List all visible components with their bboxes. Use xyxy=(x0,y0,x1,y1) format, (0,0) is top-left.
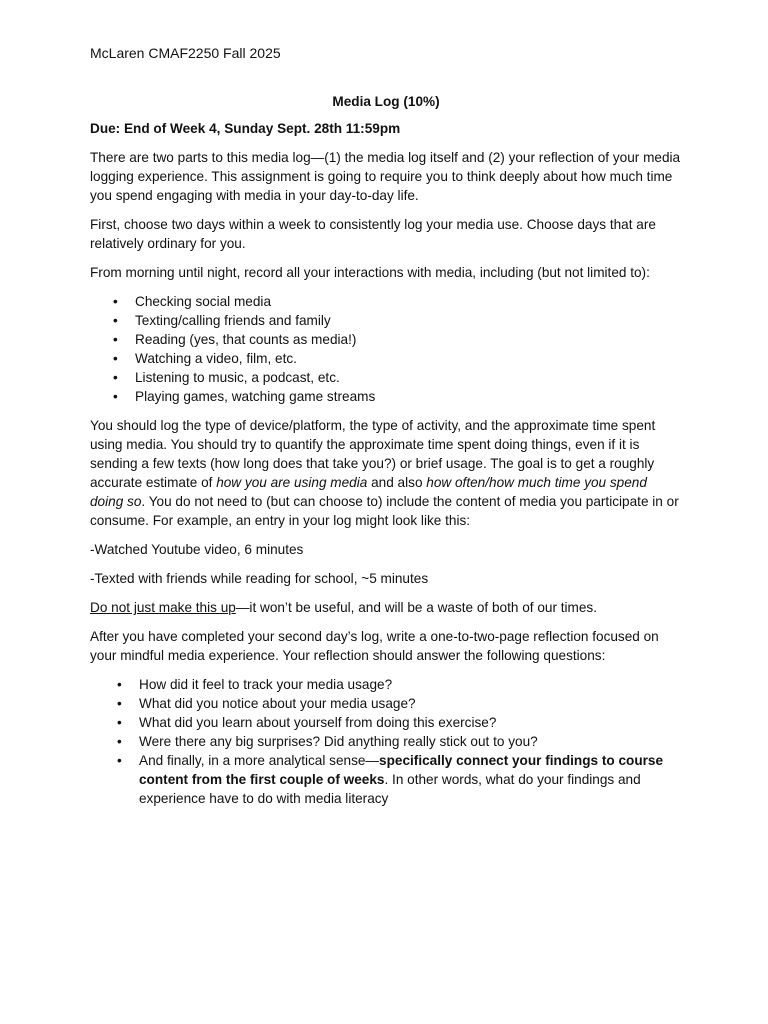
intro-paragraph: There are two parts to this media log—(1) the media log itself and (2) your reflection of your media logging experience. This assignment is going to require you to think deeply about how much time you spend engaging with media in your day-to-day life. xyxy=(90,150,681,203)
list-item: • What did you notice about your media usage? xyxy=(117,696,416,711)
due-date: Due: End of Week 4, Sunday Sept. 28th 11:59pm xyxy=(90,121,401,136)
bullet-icon: • xyxy=(113,389,118,404)
list-item: • How did it feel to track your media usage? xyxy=(117,677,393,692)
list-item: • What did you learn about yourself from doing this exercise? xyxy=(117,715,497,730)
bullet-icon: • xyxy=(113,332,118,347)
list-item: • Playing games, watching game streams xyxy=(113,389,376,404)
log-instructions-paragraph: You should log the type of device/platform, the type of activity, and the approximate time spent using media. You should try to quantify the approximate time spent doing things, even if it is sending a few texts (how long does that take you?) or brief usage. The goal is to get a roughly accurate estimate of how you are using media and also how often/how much time you spend doing so. You do not need to (but can choose to) include the content of media you participate in or consume. For example, an entry in your log might look like this: xyxy=(90,418,679,528)
document-body xyxy=(90,92,682,818)
list-item: • Were there any big surprises? Did anything really stick out to you? xyxy=(117,734,538,749)
underlined-text: Do not just make this up xyxy=(90,600,236,615)
bullet-icon: • xyxy=(113,370,118,385)
bullet-icon: • xyxy=(117,696,122,711)
reflection-paragraph: After you have completed your second day’s log, write a one-to-two-page reflection focused on your mindful media experience. Your reflection should answer the following questions: xyxy=(90,629,659,663)
record-paragraph: From morning until night, record all your interactions with media, including (but not limited to): xyxy=(90,265,650,280)
bullet-icon: • xyxy=(117,715,122,730)
bullet-icon: • xyxy=(117,753,122,768)
bold-text: specifically connect your findings to course content from the first couple of weeks xyxy=(139,753,664,787)
emphasis-text: how you are using media xyxy=(216,475,368,490)
list-item: • Reading (yes, that counts as media!) xyxy=(113,332,357,347)
log-example-2: -Texted with friends while reading for school, ~5 minutes xyxy=(90,571,429,586)
bullet-icon: • xyxy=(113,351,118,366)
log-example-1: -Watched Youtube video, 6 minutes xyxy=(90,542,304,557)
bullet-icon: • xyxy=(113,313,118,328)
list-item: • Watching a video, film, etc. xyxy=(113,351,297,366)
questions-list xyxy=(90,675,682,808)
bullet-icon: • xyxy=(117,677,122,692)
warning-paragraph: Do not just make this up—it won’t be useful, and will be a waste of both of our times. xyxy=(90,600,598,615)
bullet-icon: • xyxy=(117,734,122,749)
list-item: • Texting/calling friends and family xyxy=(113,313,331,328)
list-item: • Listening to music, a podcast, etc. xyxy=(113,370,340,385)
list-item: • Checking social media xyxy=(113,294,272,309)
emphasis-text: how often/how much time you spend doing so xyxy=(90,475,647,509)
document-header: McLaren CMAF2250 Fall 2025 xyxy=(90,45,281,61)
instructions-paragraph: First, choose two days within a week to consistently log your media use. Choose days that are relatively ordinary for you. xyxy=(90,217,656,251)
bullet-icon: • xyxy=(113,294,118,309)
list-item: • And finally, in a more analytical sense—specifically connect your findings to course content from the first couple of weeks. In other words, what do your findings and experience have to do with media literacy xyxy=(117,753,664,806)
assignment-title: Media Log (10%) xyxy=(332,94,440,109)
media-list xyxy=(90,292,682,406)
